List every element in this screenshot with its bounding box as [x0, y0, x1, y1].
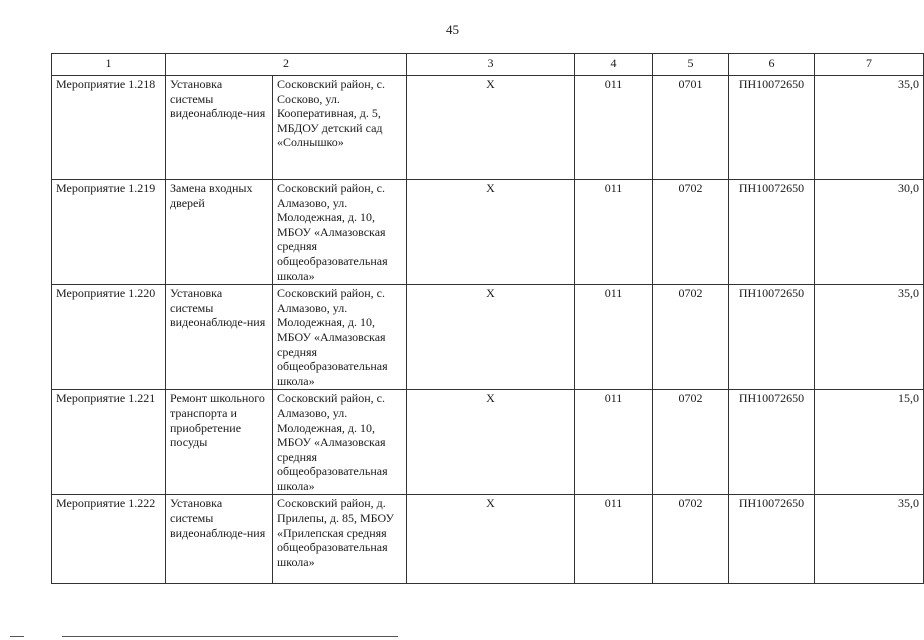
table-row	[52, 180, 924, 285]
header-cell-1: 1	[52, 54, 166, 76]
column-5-cell: 0702	[653, 495, 729, 584]
column-4-cell: 011	[575, 285, 653, 390]
table-row	[52, 285, 924, 390]
location-cell: Сосковский район, с. Алмазово, ул. Молодежная, д. 10, МБОУ «Алмазовская средняя общеобразовательная школа»	[273, 180, 407, 285]
column-5-cell: 0702	[653, 285, 729, 390]
location-cell: Сосковский район, с. Алмазово, ул. Молодежная, д. 10, МБОУ «Алмазовская средняя общеобразовательная школа»	[273, 285, 407, 390]
header-cell-2: 2	[166, 54, 407, 76]
footer-mark	[10, 636, 24, 637]
column-3-cell: Х	[407, 285, 575, 390]
action-cell: Установка системы видеонаблюде-ния	[166, 285, 273, 390]
amount-cell: 35,0	[815, 495, 924, 584]
event-cell: Мероприятие 1.220	[52, 285, 166, 390]
column-3-cell: Х	[407, 76, 575, 180]
program-table	[51, 53, 924, 584]
header-cell-3: 3	[407, 54, 575, 76]
footer-rule	[62, 636, 398, 637]
column-4-cell: 011	[575, 180, 653, 285]
column-4-cell: 011	[575, 390, 653, 495]
column-4-cell: 011	[575, 495, 653, 584]
amount-cell: 30,0	[815, 180, 924, 285]
header-cell-7: 7	[815, 54, 924, 76]
column-3-cell: Х	[407, 180, 575, 285]
action-cell: Ремонт школьного транспорта и приобретение посуды	[166, 390, 273, 495]
event-cell: Мероприятие 1.221	[52, 390, 166, 495]
column-6-cell: ПН10072650	[729, 390, 815, 495]
location-cell: Сосковский район, д. Прилепы, д. 85, МБОУ «Прилепская средняя общеобразовательная школа»	[273, 495, 407, 584]
column-4-cell: 011	[575, 76, 653, 180]
column-3-cell: Х	[407, 495, 575, 584]
column-6-cell: ПН10072650	[729, 285, 815, 390]
amount-cell: 15,0	[815, 390, 924, 495]
column-5-cell: 0702	[653, 180, 729, 285]
header-cell-6: 6	[729, 54, 815, 76]
action-cell: Установка системы видеонаблюде-ния	[166, 76, 273, 180]
header-row	[52, 54, 924, 76]
event-cell: Мероприятие 1.218	[52, 76, 166, 180]
location-cell: Сосковский район, с. Сосково, ул. Кооперативная, д. 5, МБДОУ детский сад «Солнышко»	[273, 76, 407, 180]
header-cell-4: 4	[575, 54, 653, 76]
event-cell: Мероприятие 1.219	[52, 180, 166, 285]
action-cell: Установка системы видеонаблюде-ния	[166, 495, 273, 584]
location-cell: Сосковский район, с. Алмазово, ул. Молодежная, д. 10, МБОУ «Алмазовская средняя общеобразовательная школа»	[273, 390, 407, 495]
page-number: 45	[446, 22, 459, 37]
event-cell: Мероприятие 1.222	[52, 495, 166, 584]
table-row	[52, 390, 924, 495]
header-cell-5: 5	[653, 54, 729, 76]
column-3-cell: Х	[407, 390, 575, 495]
column-5-cell: 0702	[653, 390, 729, 495]
amount-cell: 35,0	[815, 76, 924, 180]
column-6-cell: ПН10072650	[729, 76, 815, 180]
amount-cell: 35,0	[815, 285, 924, 390]
table-row	[52, 76, 924, 180]
action-cell: Замена входных дверей	[166, 180, 273, 285]
column-6-cell: ПН10072650	[729, 495, 815, 584]
column-5-cell: 0701	[653, 76, 729, 180]
column-6-cell: ПН10072650	[729, 180, 815, 285]
table-row	[52, 495, 924, 584]
